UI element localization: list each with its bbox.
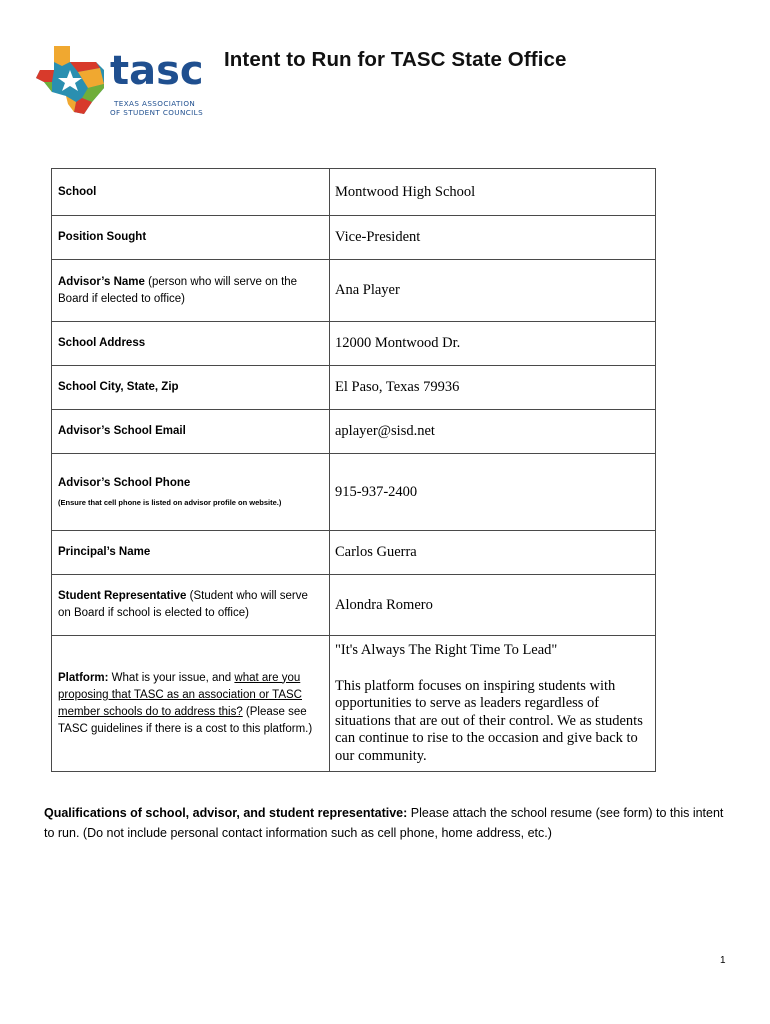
- table-row: [52, 454, 656, 531]
- intent-form-table: [51, 168, 656, 772]
- page-number: 1: [720, 955, 726, 966]
- city-label: School City, State, Zip: [52, 366, 330, 410]
- platform-label-underlined: what are you proposing that TASC as an association or TASC member schools do to address this?: [58, 671, 302, 718]
- page-title: Intent to Run for TASC State Office: [224, 48, 567, 71]
- student-value[interactable]: Alondra Romero: [330, 575, 656, 636]
- address-value[interactable]: 12000 Montwood Dr.: [330, 322, 656, 366]
- principal-label: Principal’s Name: [52, 531, 330, 575]
- table-row: [52, 366, 656, 410]
- svg-text:tasc: tasc: [110, 48, 204, 94]
- table-row: [52, 531, 656, 575]
- advisor-value[interactable]: Ana Player: [330, 260, 656, 322]
- position-value[interactable]: Vice-President: [330, 216, 656, 260]
- platform-label: [52, 636, 330, 772]
- phone-label: Advisor’s School Phone: [58, 477, 191, 489]
- table-row: [52, 410, 656, 454]
- phone-note: (Ensure that cell phone is listed on advisor profile on website.): [58, 498, 282, 507]
- platform-body: This platform focuses on inspiring students with opportunities to serve as leaders regardless of situations that are out of their control. We as students can continue to rise to the occasion and give back to our community.: [335, 677, 643, 764]
- tasc-logo: [34, 44, 214, 120]
- svg-text:TEXAS ASSOCIATION: TEXAS ASSOCIATION: [114, 99, 196, 108]
- principal-value[interactable]: Carlos Guerra: [330, 531, 656, 575]
- student-label-bold: Student Representative: [58, 590, 187, 602]
- qualifications-note: [44, 803, 734, 843]
- phone-value[interactable]: 915-937-2400: [330, 454, 656, 531]
- advisor-label-rest: (person who will serve on the Board if elected to office): [58, 275, 298, 305]
- qualifications-heading: Qualifications of school, advisor, and student representative:: [44, 806, 408, 820]
- table-row: [52, 169, 656, 216]
- address-label: School Address: [52, 322, 330, 366]
- table-row: [52, 575, 656, 636]
- advisor-label-bold: Advisor’s Name: [58, 275, 145, 288]
- platform-label-text1: What is your issue, and: [108, 671, 235, 684]
- platform-value[interactable]: [330, 636, 656, 772]
- table-row: [52, 322, 656, 366]
- platform-label-text2: (Please see TASC guidelines if there is a cost to this platform.): [58, 705, 313, 735]
- student-label-rest: (Student who will serve on Board if school is elected to office): [58, 590, 308, 619]
- platform-quote: "It's Always The Right Time To Lead": [335, 642, 558, 658]
- svg-text:OF STUDENT COUNCILS: OF STUDENT COUNCILS: [110, 108, 204, 117]
- platform-label-bold: Platform:: [58, 671, 109, 684]
- table-row: [52, 636, 656, 772]
- table-row: [52, 260, 656, 322]
- texas-star-logo-icon: [34, 44, 214, 120]
- position-label: Position Sought: [52, 216, 330, 260]
- email-label: Advisor’s School Email: [52, 410, 330, 454]
- school-value[interactable]: Montwood High School: [330, 169, 656, 216]
- advisor-label: [52, 260, 330, 322]
- school-label: School: [52, 169, 330, 216]
- qualifications-text: Please attach the school resume (see form) to this intent to run. (Do not include personal contact information such as cell phone, home address, etc.): [44, 806, 724, 840]
- student-label: [52, 575, 330, 636]
- city-value[interactable]: El Paso, Texas 79936: [330, 366, 656, 410]
- table-row: [52, 216, 656, 260]
- email-value[interactable]: aplayer@sisd.net: [330, 410, 656, 454]
- phone-label-cell: [52, 454, 330, 531]
